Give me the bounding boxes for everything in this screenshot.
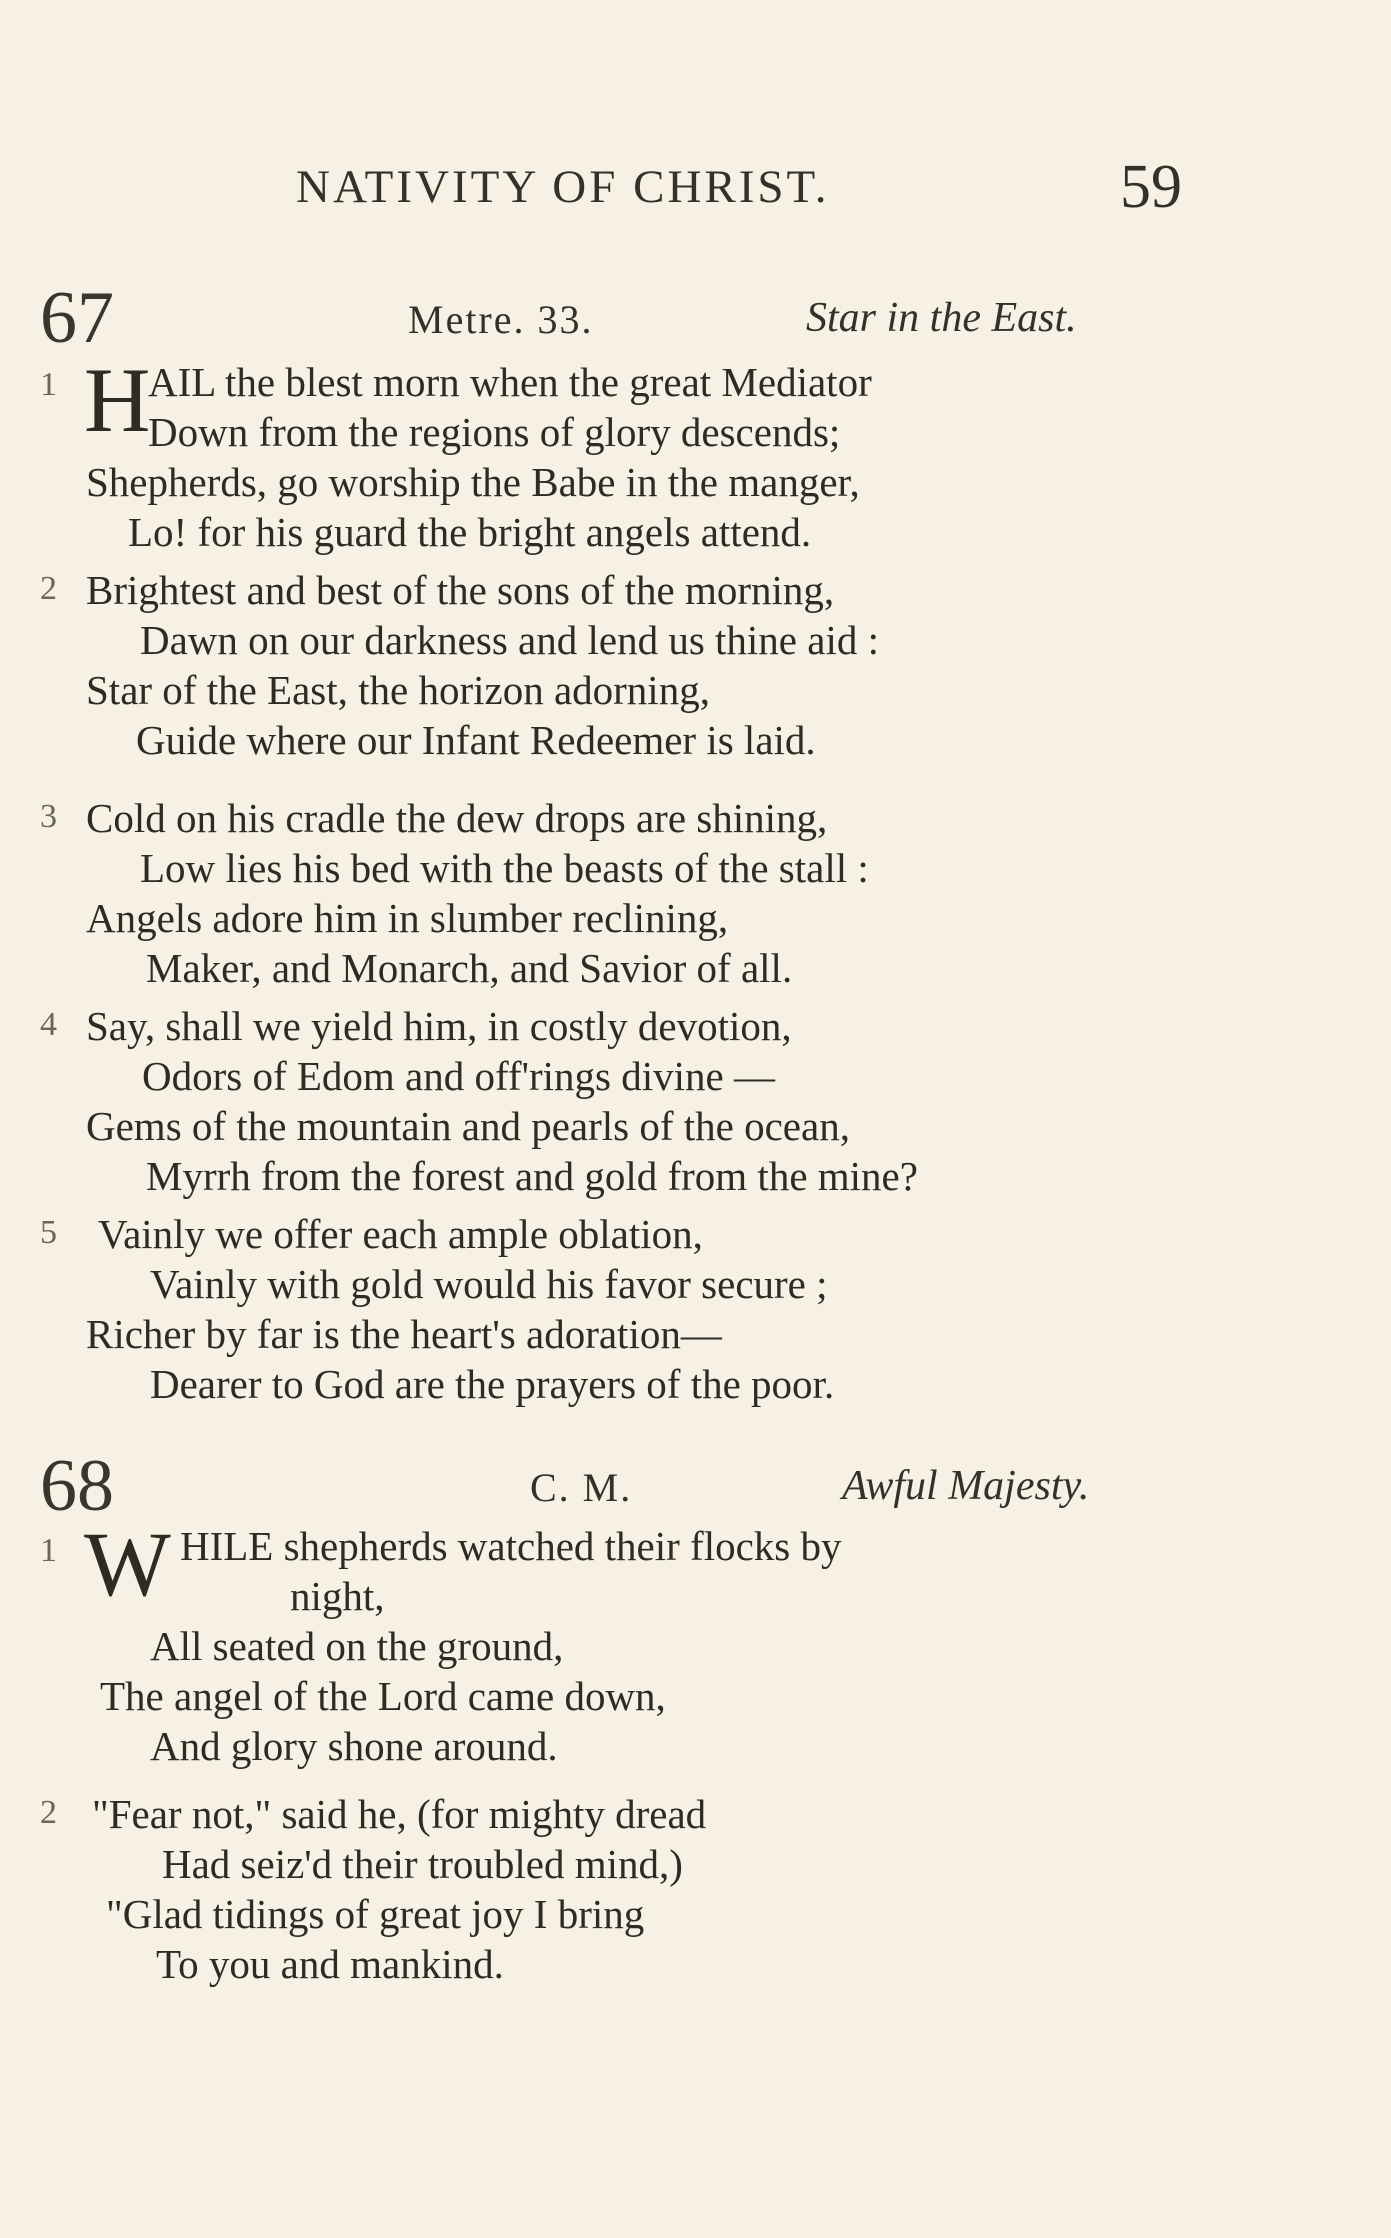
hymn-67-heading (0, 277, 1391, 359)
page-title: NATIVITY OF CHRIST. (296, 161, 830, 213)
verse-line: "Glad tidings of great joy I bring (106, 1891, 645, 1937)
verse-line: Low lies his bed with the beasts of the stall : (140, 845, 869, 891)
verse-line: To you and mankind. (156, 1941, 504, 1987)
hymn-meter: Metre. 33. (408, 297, 594, 342)
hymn-68-heading (0, 1445, 1391, 1527)
hymn-tune: Awful Majesty. (842, 1463, 1090, 1509)
hymn-number: 67 (40, 277, 114, 359)
verse-line: HILE shepherds watched their flocks by (180, 1523, 842, 1569)
hymn-number: 68 (40, 1445, 114, 1527)
verse-line: Star of the East, the horizon adorning, (86, 667, 710, 713)
verse-line: Myrrh from the forest and gold from the mine? (146, 1153, 918, 1199)
verse-line: Dawn on our darkness and lend us thine aid : (140, 617, 879, 663)
verse-line: Say, shall we yield him, in costly devotion, (86, 1003, 792, 1049)
verse-line: Guide where our Infant Redeemer is laid. (136, 717, 816, 763)
verse-line: AIL the blest morn when the great Mediator (148, 359, 872, 405)
verse-line: Cold on his cradle the dew drops are shining, (86, 795, 828, 841)
verse-line: Gems of the mountain and pearls of the ocean, (86, 1103, 850, 1149)
verse-line: All seated on the ground, (150, 1623, 564, 1669)
drop-cap: W (84, 1513, 171, 1615)
verse-line: "Fear not," said he, (for mighty dread (92, 1791, 707, 1837)
verse-number: 1 (40, 366, 57, 403)
hymn-meter: C. M. (530, 1465, 633, 1510)
verse-line: Angels adore him in slumber reclining, (86, 895, 729, 941)
verse-line: Had seiz'd their troubled mind,) (162, 1841, 683, 1887)
verse-line: Shepherds, go worship the Babe in the manger, (86, 459, 860, 505)
running-head (0, 152, 1391, 221)
verse-line: Lo! for his guard the bright angels attend. (128, 509, 812, 555)
verse-line: Odors of Edom and off'rings divine — (142, 1053, 775, 1099)
verse-number: 1 (40, 1532, 57, 1569)
verse-line: Maker, and Monarch, and Savior of all. (146, 945, 793, 991)
verse-number: 3 (40, 798, 57, 835)
verse-number: 5 (40, 1214, 57, 1251)
verse-line: Vainly we offer each ample oblation, (98, 1211, 703, 1257)
verse-number: 4 (40, 1006, 57, 1043)
verse-number: 2 (40, 570, 57, 607)
verse-line: Brightest and best of the sons of the morning, (86, 567, 835, 613)
verse-line: Richer by far is the heart's adoration— (86, 1311, 722, 1357)
verse-line: And glory shone around. (150, 1723, 558, 1769)
drop-cap: H (84, 349, 151, 451)
verse-line: The angel of the Lord came down, (100, 1673, 666, 1719)
verse-line: Dearer to God are the prayers of the poor. (150, 1361, 835, 1407)
hymn-tune: Star in the East. (806, 295, 1077, 341)
page-number: 59 (1120, 153, 1182, 221)
verse-line: Down from the regions of glory descends; (148, 409, 841, 455)
verse-line: night, (290, 1573, 385, 1619)
verse-line: Vainly with gold would his favor secure ; (150, 1261, 828, 1307)
verse-number: 2 (40, 1794, 57, 1831)
